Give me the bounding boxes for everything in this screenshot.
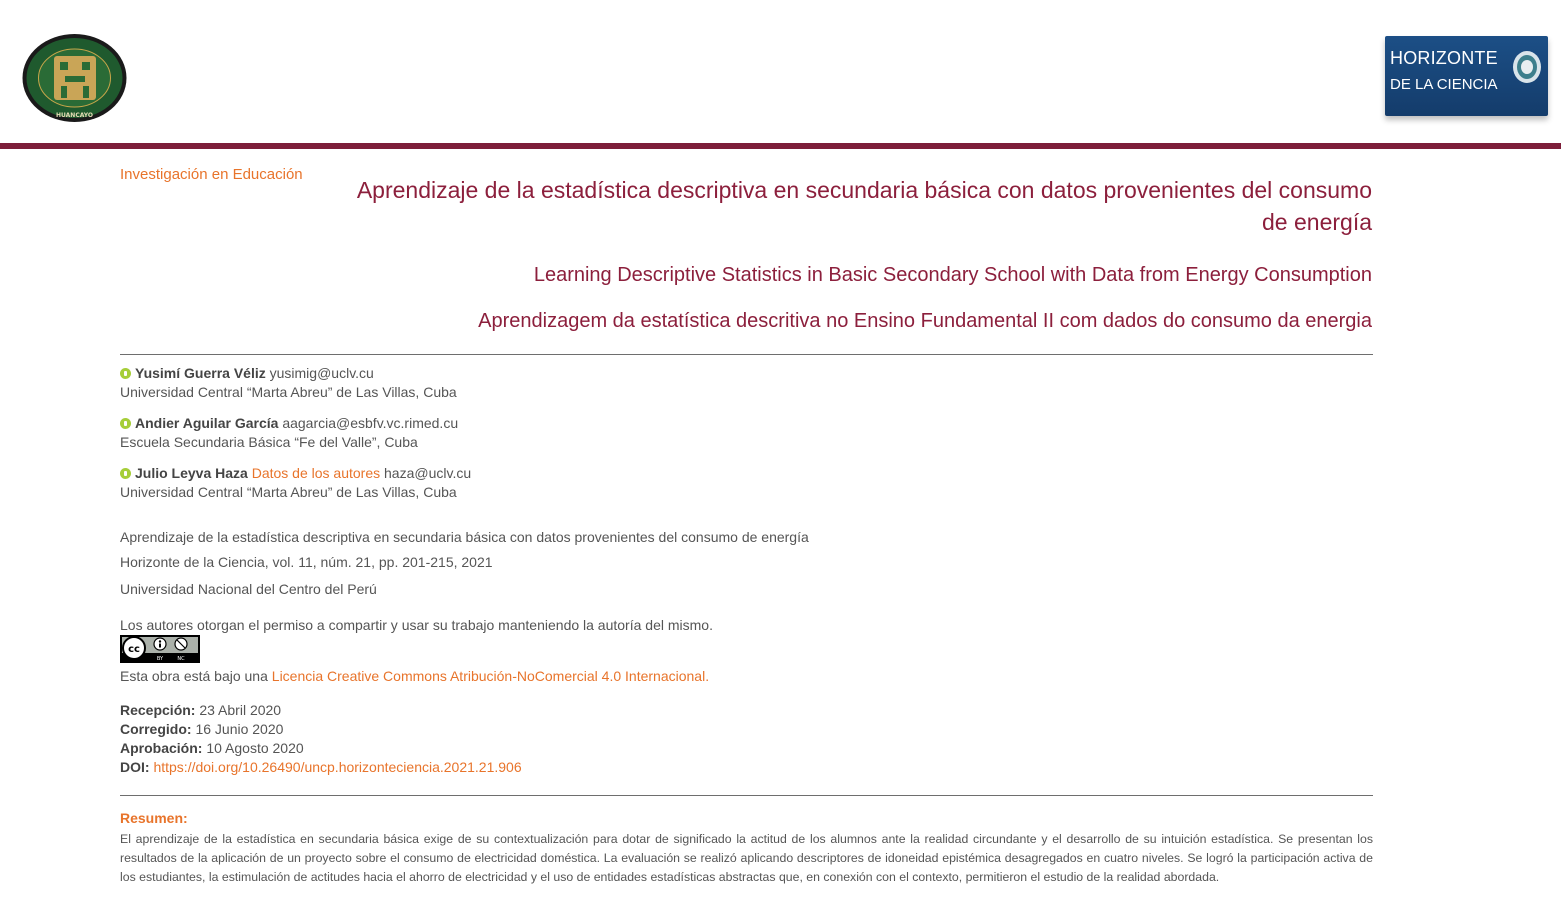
abstract-heading: Resumen: [120,810,188,826]
divider [120,354,1373,355]
approval-label: Aprobación: [120,740,203,756]
author-data-link[interactable]: Datos de los autores [251,465,381,481]
title-spanish: Aprendizaje de la estadística descriptiva en secundaria básica con datos provenientes del consumo de energía [356,177,1372,235]
author-email: haza@uclv.cu [384,465,472,481]
author-affiliation: Escuela Secundaria Básica “Fe del Valle”, Cuba [120,434,418,450]
author-item [120,364,1373,402]
abstract-text: El aprendizaje de la estadística en secundaria básica exige de su contextualización para dotar de significado la actitud de los alumnos ante la realidad circundante y el desarrollo de su intuición estadística. Se presentan los resultados de la aplicación de un proyecto sobre el consumo de electricidad doméstica. La evaluación se realizó aplicando descriptores de idoneidad epistémica desagregados en cuatro niveles. Se logró la participación activa de los estudiantes, la estimulación de actitudes hacia el ahorro de electricidad y el uso de entidades estadísticas abstractas que, en conexión con el contexto, permitieron el estudio de la realidad abordada. [120,832,1373,884]
doi-label: DOI: [120,759,150,775]
orcid-icon[interactable] [120,468,131,479]
author-item [120,464,1373,502]
author-affiliation: Universidad Central “Marta Abreu” de Las Villas, Cuba [120,484,457,500]
university-seal-logo[interactable] [21,32,128,124]
author-name: Yusimí Guerra Véliz [135,365,266,381]
license-prefix: Esta obra está bajo una [120,668,272,684]
orcid-icon[interactable] [120,418,131,429]
journal-logo-line1: HORIZONTE [1390,48,1498,68]
approval-date: 10 Agosto 2020 [206,740,304,756]
dates-block [120,701,522,777]
license-line [120,667,1373,686]
doi-link[interactable]: https://doi.org/10.26490/uncp.horizonteciencia.2021.21.906 [153,759,522,775]
seal-bottom-text: HUANCAYO [55,112,94,119]
author-email: aagarcia@esbfv.vc.rimed.cu [282,415,459,431]
license-permission: Los autores otorgan el permiso a compartir y usar su trabajo manteniendo la autoría del mismo. [120,617,713,633]
author-email: yusimig@uclv.cu [269,365,374,381]
reception-date: 23 Abril 2020 [199,702,282,718]
journal-logo[interactable] [1385,36,1548,116]
divider [120,795,1373,796]
journal-logo-line2: DE LA CIENCIA [1390,76,1498,93]
citation-title: Aprendizaje de la estadística descriptiva en secundaria básica con datos provenientes del consumo de energía [120,529,809,545]
journal-seal-icon [1512,50,1542,84]
creative-commons-badge-icon[interactable] [120,635,200,663]
page-header [0,0,1561,143]
author-name: Julio Leyva Haza [135,465,248,481]
title-portuguese: Aprendizagem da estatística descritiva no Ensino Fundamental II com dados do consumo da energia [478,310,1372,332]
authors-list [120,364,1373,514]
svg-text:BY: BY [156,656,164,662]
citation-journal: Horizonte de la Ciencia, vol. 11, núm. 21, pp. 201-215, 2021 [120,554,493,570]
author-item [120,414,1373,452]
author-affiliation: Universidad Central “Marta Abreu” de Las Villas, Cuba [120,384,457,400]
corrected-date: 16 Junio 2020 [195,721,284,737]
section-label: Investigación en Educación [120,166,303,183]
orcid-icon[interactable] [120,368,131,379]
citation-publisher: Universidad Nacional del Centro del Perú [120,581,377,597]
header-divider-bar [0,143,1561,149]
author-name: Andier Aguilar García [135,415,279,431]
license-link[interactable]: Licencia Creative Commons Atribución-NoComercial 4.0 Internacional. [271,668,710,684]
svg-text:NC: NC [177,656,185,662]
title-english: Learning Descriptive Statistics in Basic Secondary School with Data from Energy Consumption [533,264,1372,286]
corrected-label: Corregido: [120,721,192,737]
reception-label: Recepción: [120,702,196,718]
svg-text:cc: cc [128,644,140,655]
